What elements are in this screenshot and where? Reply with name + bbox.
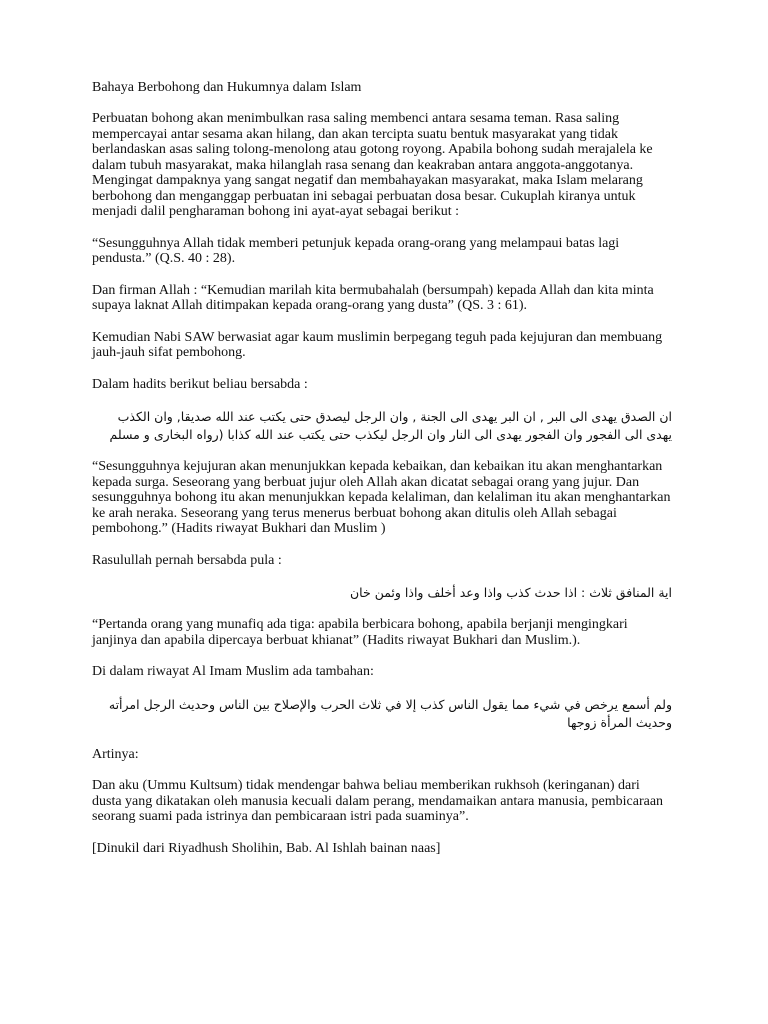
document-title: Bahaya Berbohong dan Hukumnya dalam Islam [92, 80, 362, 95]
paragraph-source-citation: [Dinukil dari Riyadhush Sholihin, Bab. Al Ishlah bainan naas] [92, 840, 441, 856]
paragraph-hadits-translation-3: Dan aku (Ummu Kultsum) tidak mendengar bahwa beliau memberikan rukhsoh (keringanan) dari dusta yang dikatakan oleh manusia kecuali dalam perang, mendamaikan antara manusia, pembicaraan seorang suami pada istrinya dan pembicaraan istri pada suaminya”. [92, 778, 664, 824]
arabic-hadits-2: اية المنافق ثلاث : اذا حدث كذب واذا وعد أخلف واذا وئمن خان [350, 585, 672, 600]
paragraph-hadits-intro: Dalam hadits berikut beliau bersabda : [92, 376, 308, 392]
paragraph-hadits-translation-2: “Pertanda orang yang munafiq ada tiga: apabila berbicara bohong, apabila berjanji mengingkari janjinya dan apabila dipercaya berbuat khianat” (Hadits riwayat Bukhari dan Muslim.). [92, 617, 628, 648]
paragraph-muslim-addition: Di dalam riwayat Al Imam Muslim ada tambahan: [92, 664, 374, 679]
paragraph-rasulullah-intro: Rasulullah pernah bersabda pula : [92, 552, 282, 568]
paragraph-nabi-wasiat: Kemudian Nabi SAW berwasiat agar kaum muslimin berpegang teguh pada kejujuran dan membuang jauh-jauh sifat pembohong. [92, 329, 663, 360]
paragraph-intro: Perbuatan bohong akan menimbulkan rasa saling membenci antara sesama teman. Rasa saling mempercayai antar sesama akan hilang, dan akan tercipta suatu bentuk masyarakat yang tidak berlandaskan asas saling tolong-menolong atau gotong royong. Apabila bohong sudah merajalela ke dalam tubuh masyarakat, maka hilanglah rasa senang dan keakraban antara anggota-anggotanya. Mengingat dampaknya yang sangat negatif dan membahayakan masyarakat, maka Islam melarang berbohong dan menganggap perbuatan ini sebagai perbuatan dosa besar. Cukuplah kiranya untuk menjadi dalil pengharaman bohong ini ayat-ayat sebagai berikut : [92, 111, 653, 219]
paragraph-artinya: Artinya: [92, 746, 139, 762]
paragraph-quran-quote-2: Dan firman Allah : “Kemudian marilah kita bermubahalah (bersumpah) kepada Allah dan kita minta supaya laknat Allah ditimpakan kepada orang-orang yang dusta” (QS. 3 : 61). [92, 282, 654, 313]
paragraph-hadits-translation-1: “Sesungguhnya kejujuran akan menunjukkan kepada kebaikan, dan kebaikan itu akan menghantarkan kepada surga. Seseorang yang berbuat jujur oleh Allah akan dicatat sebagai orang yang jujur. Dan sesungguhnya bohong itu akan menunjukkan kepada kelaliman, dan kelaliman itu akan menghantarkan ke arah neraka. Seseorang yang terus menerus berbuat bohong akan ditulis oleh Allah sebagai pembohong.” (Hadits riwayat Bukhari dan Muslim ) [92, 459, 671, 536]
document-body [92, 79, 672, 872]
arabic-hadits-1: ان الصدق يهدى الى البر , ان البر يهدى الى الجنة , وان الرجل ليصدق حتى يكتب عند الله صديقا, وان الكذب يهدى الى الفجور وان الفجور يهدى الى النار وان الرجل ليكذب حتى يكتب عند الله كذابا (رواه البخارى و مسلم [109, 409, 672, 442]
arabic-hadits-3: ولم أسمع يرخص في شيء مما يقول الناس كذب إلا في ثلاث الحرب والإصلاح بين الناس وحديث الرجل امرأته وحديث المرأة زوجها [108, 696, 672, 730]
paragraph-quran-quote-1: “Sesungguhnya Allah tidak memberi petunjuk kepada orang-orang yang melampaui batas lagi pendusta.” (Q.S. 40 : 28). [92, 235, 620, 266]
